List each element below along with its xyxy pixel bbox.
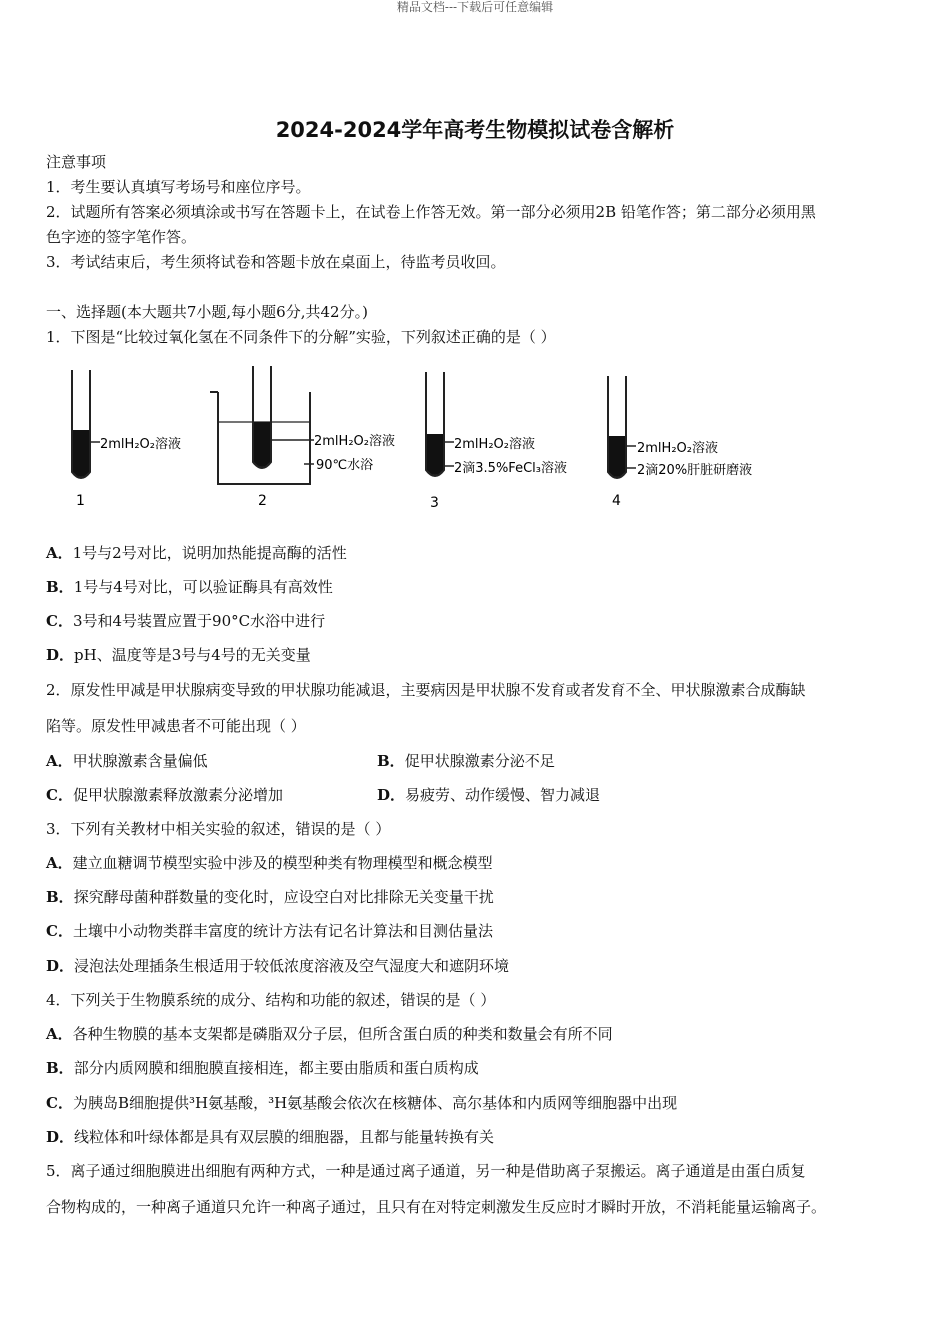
question-2-stem: 陷等。原发性甲减患者不可能出现（ ） (46, 717, 306, 735)
question-5-stem: 5．离子通过细胞膜进出细胞有两种方式，一种是通过离子通道，另一种是借助离子泵搬运。离子通道是由蛋白质复 (46, 1162, 806, 1180)
tube-4 (608, 376, 752, 509)
question-3-option-d: D．浸泡法处理插条生根适用于较低浓度溶液及空气湿度大和遮阴环境 (46, 957, 510, 975)
question-2-stem: 2．原发性甲减是甲状腺病变导致的甲状腺功能减退，主要病因是甲状腺不发育或者发育不全、甲状腺激素合成酶缺 (46, 681, 806, 699)
question-1-option-c: C．3号和4号装置应置于90°C水浴中进行 (46, 612, 326, 630)
tube-3 (426, 372, 567, 511)
tube-3-additive-label: 2滴3.5%FeCl₃溶液 (454, 461, 567, 476)
question-4-option-a: A．各种生物膜的基本支架都是磷脂双分子层，但所含蛋白质的种类和数量会有所不同 (46, 1025, 613, 1043)
notice-item: 2．试题所有答案必须填涂或书写在答题卡上，在试卷上作答无效。第一部分必须用2B 铅笔作答；第二部分必须用黑 (46, 203, 816, 221)
question-4-option-c: C．为胰岛B细胞提供³H氨基酸，³H氨基酸会依次在核糖体、高尔基体和内质网等细胞器中出现 (46, 1094, 678, 1112)
notice-heading: 注意事项 (46, 153, 107, 171)
question-3-stem: 3．下列有关教材中相关实验的叙述，错误的是（ ） (46, 820, 391, 838)
tube-1-solution-label: 2mlH₂O₂溶液 (100, 437, 181, 452)
question-4-stem: 4．下列关于生物膜系统的成分、结构和功能的叙述，错误的是（ ） (46, 991, 496, 1009)
test-tube-figure (60, 362, 800, 522)
tube-2-solution-label: 2mlH₂O₂溶液 (314, 434, 395, 449)
notice-item: 色字迹的签字笔作答。 (46, 228, 197, 246)
question-2-option-a: A．甲状腺激素含量偏低 (46, 752, 208, 770)
tube-2-number: 2 (258, 493, 267, 509)
tube-2 (210, 366, 395, 509)
question-1-option-b: B．1号与4号对比，可以验证酶具有高效性 (46, 578, 333, 596)
notice-item: 3．考试结束后，考生须将试卷和答题卡放在桌面上，待监考员收回。 (46, 253, 506, 271)
section-heading: 一、选择题(本大题共7小题,每小题6分,共42分。) (46, 303, 368, 321)
tube-1 (72, 370, 181, 509)
question-3-option-c: C．土壤中小动物类群丰富度的统计方法有记名计算法和目测估量法 (46, 922, 493, 940)
tube-3-number: 3 (430, 495, 439, 511)
question-2-option-b: B．促甲状腺激素分泌不足 (377, 752, 555, 770)
question-1-option-a: A．1号与2号对比，说明加热能提高酶的活性 (46, 544, 347, 562)
question-5-stem: 合物构成的，一种离子通道只允许一种离子通过，且只有在对特定刺激发生反应时才瞬时开放，不消耗能量运输离子。 (46, 1198, 827, 1216)
header-note: 精品文档---下载后可任意编辑 (396, 0, 554, 14)
question-3-option-b: B．探究酵母菌种群数量的变化时，应设空白对比排除无关变量干扰 (46, 888, 494, 906)
question-1-stem: 1．下图是“比较过氧化氢在不同条件下的分解”实验，下列叙述正确的是（ ） (46, 328, 556, 346)
tube-2-bath-label: 90℃水浴 (316, 458, 374, 473)
question-2-option-c: C．促甲状腺激素释放激素分泌增加 (46, 786, 283, 804)
question-2-option-d: D．易疲劳、动作缓慢、智力减退 (377, 786, 601, 804)
page-title: 2024-2024学年高考生物模拟试卷含解析 (275, 118, 675, 142)
tube-4-solution-label: 2mlH₂O₂溶液 (637, 441, 718, 456)
notice-item: 1．考生要认真填写考场号和座位序号。 (46, 178, 311, 196)
question-4-option-d: D．线粒体和叶绿体都是具有双层膜的细胞器，且都与能量转换有关 (46, 1128, 495, 1146)
question-3-option-a: A．建立血糖调节模型实验中涉及的模型种类有物理模型和概念模型 (46, 854, 493, 872)
question-1-option-d: D．pH、温度等是3号与4号的无关变量 (46, 646, 311, 664)
question-4-option-b: B．部分内质网膜和细胞膜直接相连，都主要由脂质和蛋白质构成 (46, 1059, 479, 1077)
tube-4-number: 4 (612, 493, 621, 509)
tube-1-number: 1 (76, 493, 85, 509)
tube-4-additive-label: 2滴20%肝脏研磨液 (637, 463, 753, 478)
tube-3-solution-label: 2mlH₂O₂溶液 (454, 437, 535, 452)
